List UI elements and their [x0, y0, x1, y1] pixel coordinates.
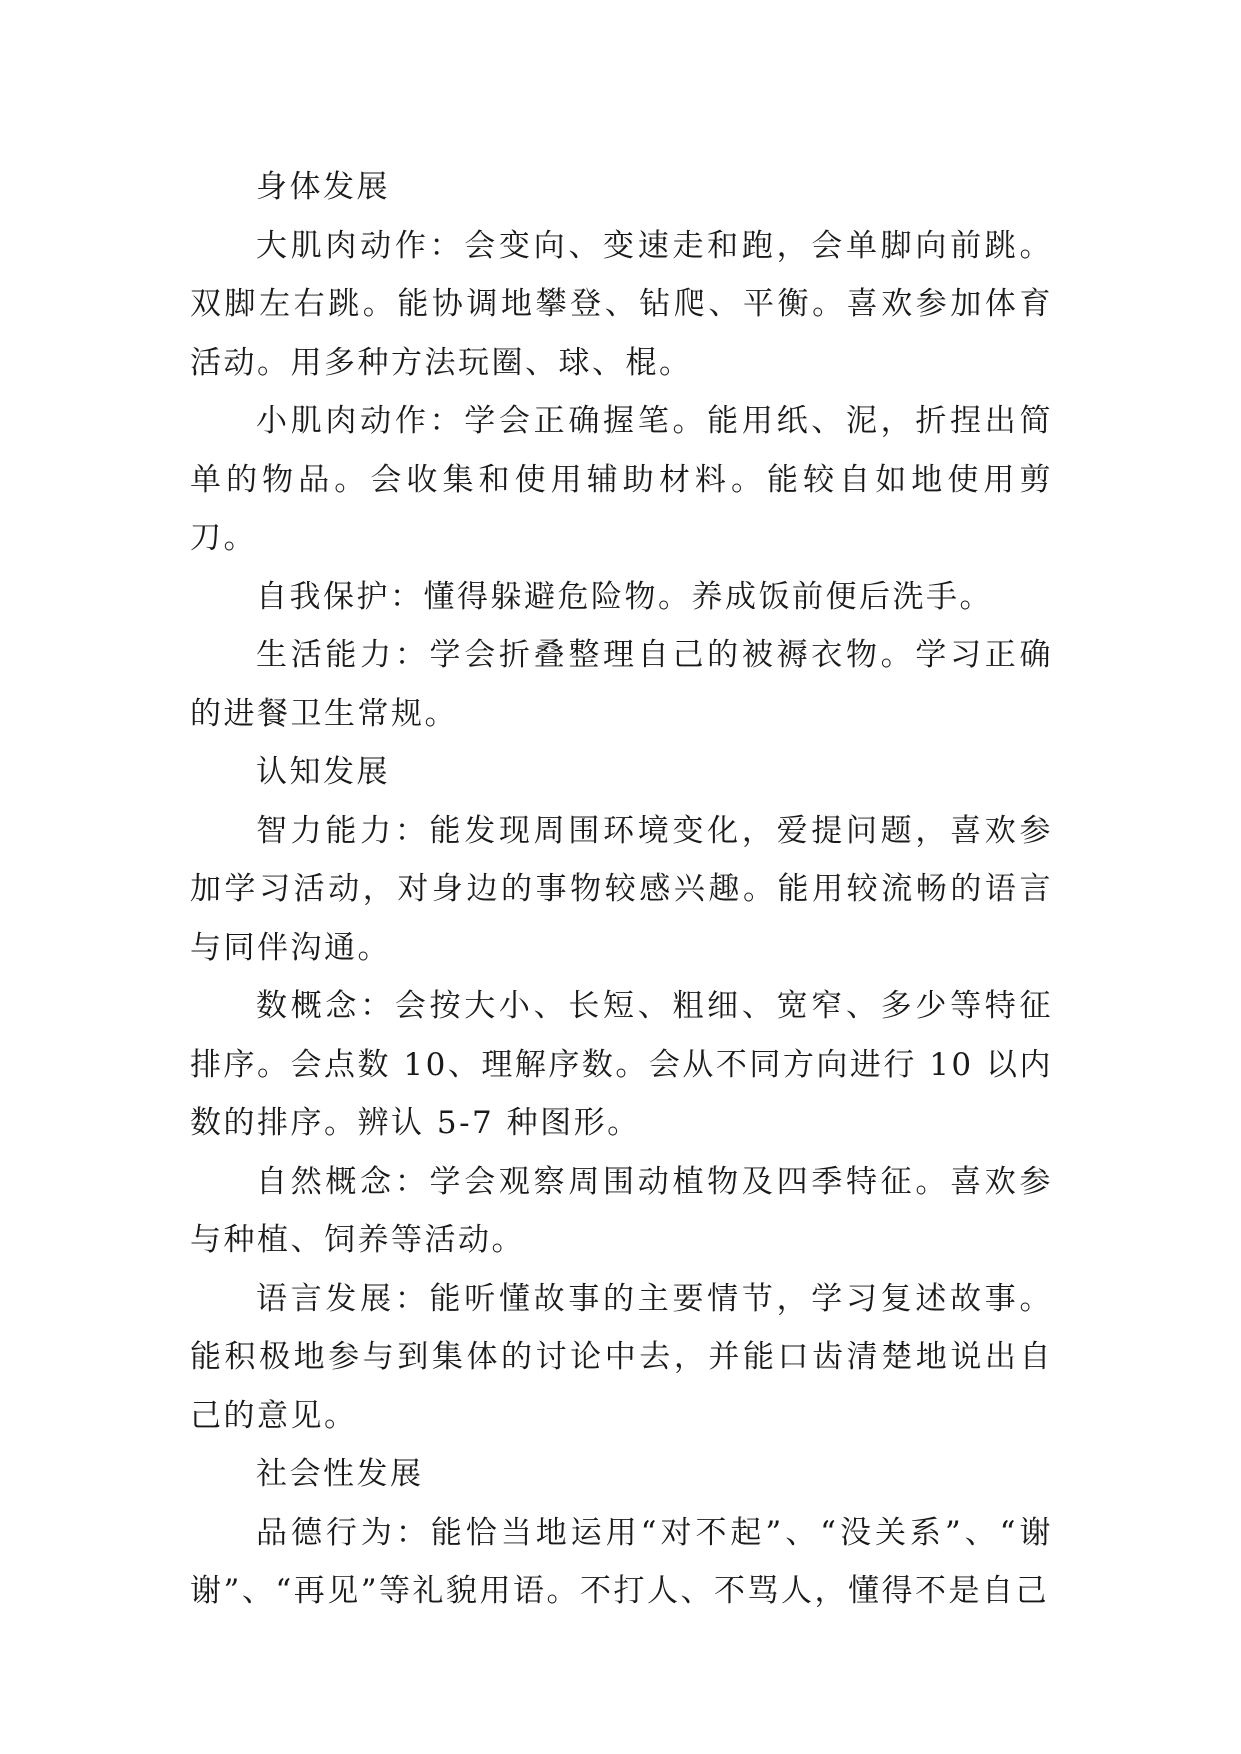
section-heading-social: 社会性发展: [256, 1456, 424, 1492]
paragraph-language: 语言发展：能听懂故事的主要情节，学习复述故事。能积极地参与到集体的讨论中去，并能口齿清楚地说出自己的意见。: [190, 1280, 1053, 1434]
paragraph-life-skills: 生活能力：学会折叠整理自己的被褥衣物。学习正确的进餐卫生常规。: [190, 637, 1053, 732]
paragraph-nature-concept: 自然概念：学会观察周围动植物及四季特征。喜欢参与种植、饲养等活动。: [190, 1163, 1053, 1258]
paragraph-self-protection: 自我保护：懂得躲避危险物。养成饭前便后洗手。: [256, 578, 993, 615]
paragraph-fine-motor: 小肌肉动作：学会正确握笔。能用纸、泥，折捏出简单的物品。会收集和使用辅助材料。能较自如地使用剪刀。: [190, 403, 1053, 556]
paragraph-gross-motor: 大肌肉动作：会变向、变速走和跑，会单脚向前跳。双脚左右跳。能协调地攀登、钻爬、平衡。喜欢参加体育活动。用多种方法玩圈、球、棍。: [190, 227, 1053, 381]
paragraph-number-concept: 数概念：会按大小、长短、粗细、宽窄、多少等特征排序。会点数 10、理解序数。会从不同方向进行 10 以内数的排序。辨认 5-7 种图形。: [190, 988, 1053, 1141]
paragraph-moral-behavior: 品德行为：能恰当地运用“对不起”、“没关系”、“谢谢”、“再见”等礼貌用语。不打人、不骂人，懂得不是自己: [190, 1514, 1053, 1609]
section-heading-cognitive: 认知发展: [256, 754, 390, 790]
paragraph-intellectual: 智力能力：能发现周围环境变化，爱提问题，喜欢参加学习活动，对身边的事物较感兴趣。能用较流畅的语言与同伴沟通。: [190, 812, 1053, 966]
section-heading-physical: 身体发展: [256, 169, 390, 205]
document-page: [190, 158, 1053, 1621]
